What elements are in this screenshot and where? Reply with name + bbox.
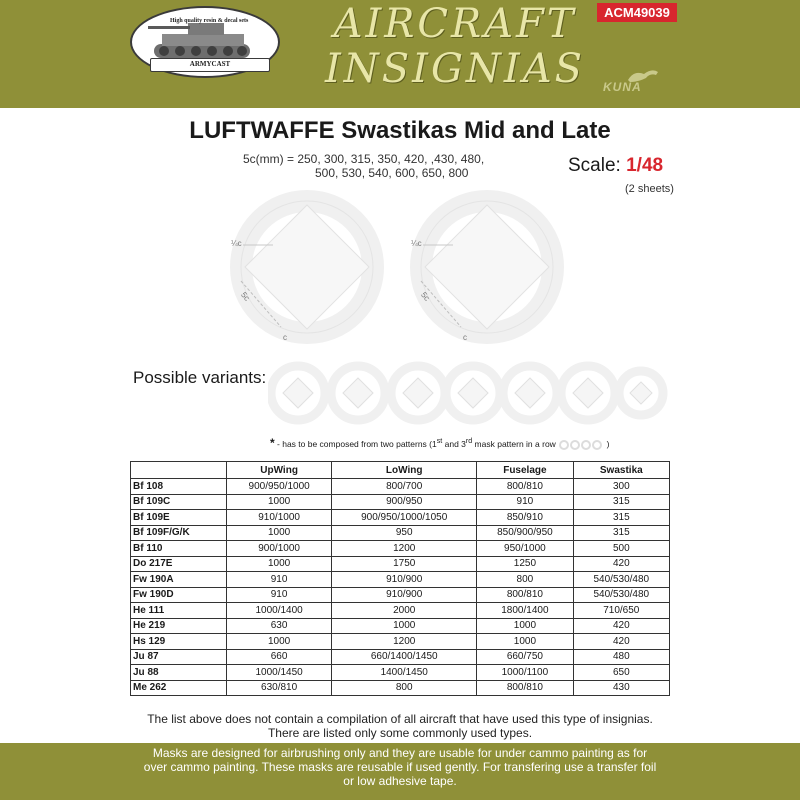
table-row bbox=[131, 587, 670, 603]
table-cell: 1000 bbox=[227, 525, 332, 541]
table-cell-aircraft: Bf 109E bbox=[131, 510, 227, 526]
table-cell-aircraft: Me 262 bbox=[131, 680, 227, 696]
table-cell: 800 bbox=[477, 572, 573, 588]
table-cell: 660/1400/1450 bbox=[332, 649, 477, 665]
table-cell: 420 bbox=[573, 634, 669, 650]
mask-diagram-right bbox=[405, 185, 570, 350]
table-row bbox=[131, 510, 670, 526]
table-cell: 1000/1400 bbox=[227, 603, 332, 619]
brand-title bbox=[310, 2, 600, 92]
logo-tagline: High quality resin & decal sets bbox=[170, 18, 249, 24]
aircraft-size-table bbox=[130, 461, 670, 696]
footer-line3: or low adhesive tape. bbox=[343, 774, 457, 788]
table-cell: 910 bbox=[477, 494, 573, 510]
table-cell-aircraft: Bf 109C bbox=[131, 494, 227, 510]
table-cell: 1200 bbox=[332, 541, 477, 557]
sizes-line-1: 5c(mm) = 250, 300, 315, 350, 420, ,430, 480, bbox=[243, 152, 485, 166]
table-cell-aircraft: Ju 87 bbox=[131, 649, 227, 665]
table-cell: 910/900 bbox=[332, 572, 477, 588]
sheet-count: (2 sheets) bbox=[625, 183, 674, 195]
mask-diagram-left bbox=[225, 185, 390, 350]
table-row bbox=[131, 634, 670, 650]
footnote-star: * bbox=[270, 436, 275, 450]
table-cell: 910 bbox=[227, 587, 332, 603]
dim-label-5c-2: 5c bbox=[419, 290, 432, 303]
footnote-sup-1: st bbox=[436, 437, 443, 446]
table-row bbox=[131, 665, 670, 681]
dim-label-c-2: c bbox=[463, 333, 467, 342]
table-cell: 630/810 bbox=[227, 680, 332, 696]
table-cell: 540/530/480 bbox=[573, 572, 669, 588]
table-cell-aircraft: Bf 110 bbox=[131, 541, 227, 557]
table-cell-aircraft: Do 217E bbox=[131, 556, 227, 572]
scale-value: 1/48 bbox=[626, 155, 664, 176]
table-cell: 1200 bbox=[332, 634, 477, 650]
dim-label-quarter-c: ¼c bbox=[231, 239, 242, 248]
table-cell: 900/950/1000/1050 bbox=[332, 510, 477, 526]
table-cell: 1000 bbox=[227, 494, 332, 510]
table-cell: 1000 bbox=[227, 634, 332, 650]
table-cell: 850/900/950 bbox=[477, 525, 573, 541]
table-header-row bbox=[131, 462, 670, 479]
coverage-note bbox=[0, 712, 800, 740]
footnote-end: ) bbox=[606, 439, 610, 449]
footnote-part-c: mask pattern in a row bbox=[472, 439, 556, 449]
table-cell: 1250 bbox=[477, 556, 573, 572]
footnote-part-b: and 3 bbox=[442, 439, 466, 449]
table-cell: 800 bbox=[332, 680, 477, 696]
table-cell: 900/950/1000 bbox=[227, 479, 332, 495]
table-cell: 900/1000 bbox=[227, 541, 332, 557]
table-cell: 2000 bbox=[332, 603, 477, 619]
table-cell: 660 bbox=[227, 649, 332, 665]
table-cell: 430 bbox=[573, 680, 669, 696]
table-row bbox=[131, 556, 670, 572]
table-cell: 800/810 bbox=[477, 587, 573, 603]
table-cell: 540/530/480 bbox=[573, 587, 669, 603]
table-cell: 1000 bbox=[477, 634, 573, 650]
table-cell: 800/700 bbox=[332, 479, 477, 495]
table-cell: 900/950 bbox=[332, 494, 477, 510]
product-code-badge: ACM49039 bbox=[597, 3, 677, 22]
mini-pattern-icon bbox=[558, 440, 604, 450]
footnote-part-a: - has to be composed from two patterns (1 bbox=[274, 439, 437, 449]
product-title: LUFTWAFFE Swastikas Mid and Late bbox=[189, 117, 611, 144]
table-cell: 1400/1450 bbox=[332, 665, 477, 681]
dim-label-c: c bbox=[283, 333, 287, 342]
table-cell: 630 bbox=[227, 618, 332, 634]
dim-label-5c: 5c bbox=[239, 290, 252, 303]
table-header-upwing: UpWing bbox=[227, 462, 332, 479]
table-cell: 1000/1100 bbox=[477, 665, 573, 681]
table-cell: 1000/1450 bbox=[227, 665, 332, 681]
table-row bbox=[131, 603, 670, 619]
table-cell: 315 bbox=[573, 494, 669, 510]
table-header-fuselage: Fuselage bbox=[477, 462, 573, 479]
table-row bbox=[131, 572, 670, 588]
sizes-line-2: 500, 530, 540, 600, 650, 800 bbox=[315, 166, 469, 180]
table-cell: 800/810 bbox=[477, 479, 573, 495]
table-row bbox=[131, 680, 670, 696]
table-cell: 950/1000 bbox=[477, 541, 573, 557]
table-cell: 1750 bbox=[332, 556, 477, 572]
table-cell-aircraft: Ju 88 bbox=[131, 665, 227, 681]
scale-label: Scale: bbox=[568, 155, 621, 176]
dim-label-quarter-c-2: ¼c bbox=[411, 239, 422, 248]
table-cell: 1000 bbox=[477, 618, 573, 634]
footer-band bbox=[0, 743, 800, 800]
table-cell: 850/910 bbox=[477, 510, 573, 526]
table-cell: 800/810 bbox=[477, 680, 573, 696]
table-row bbox=[131, 479, 670, 495]
table-row bbox=[131, 494, 670, 510]
table-cell: 910/1000 bbox=[227, 510, 332, 526]
table-cell: 910/900 bbox=[332, 587, 477, 603]
table-cell: 650 bbox=[573, 665, 669, 681]
table-cell-aircraft: Bf 108 bbox=[131, 479, 227, 495]
table-cell-aircraft: Bf 109F/G/K bbox=[131, 525, 227, 541]
scale bbox=[568, 155, 663, 177]
variants-footnote bbox=[270, 436, 609, 450]
logo-name: ARMYCAST bbox=[150, 58, 270, 72]
table-cell: 1000 bbox=[332, 618, 477, 634]
table-cell-aircraft: He 219 bbox=[131, 618, 227, 634]
header-band bbox=[0, 0, 800, 108]
table-header-lowing: LoWing bbox=[332, 462, 477, 479]
table-header-swastika: Swastika bbox=[573, 462, 669, 479]
table-row bbox=[131, 525, 670, 541]
table-cell: 300 bbox=[573, 479, 669, 495]
table-cell: 420 bbox=[573, 556, 669, 572]
table-cell: 315 bbox=[573, 510, 669, 526]
footer-line1: Masks are designed for airbrushing only and they are usable for under cammo painting as for bbox=[152, 746, 648, 760]
coverage-note-line2: There are listed only some commonly used types. bbox=[267, 726, 533, 740]
table-cell: 910 bbox=[227, 572, 332, 588]
brand-title-line1: AIRCRAFT bbox=[333, 1, 577, 47]
table-cell: 660/750 bbox=[477, 649, 573, 665]
table-cell: 1800/1400 bbox=[477, 603, 573, 619]
table-cell-aircraft: Fw 190A bbox=[131, 572, 227, 588]
footer-line2: over cammo painting. These masks are reusable if used gently. For transfering use a transfer foil bbox=[143, 760, 657, 774]
table-cell: 710/650 bbox=[573, 603, 669, 619]
table-cell: 480 bbox=[573, 649, 669, 665]
maker-logo: KUNA bbox=[603, 80, 642, 94]
table-cell: 950 bbox=[332, 525, 477, 541]
table-row bbox=[131, 649, 670, 665]
table-cell: 420 bbox=[573, 618, 669, 634]
table-header-aircraft bbox=[131, 462, 227, 479]
coverage-note-line1: The list above does not contain a compilation of all aircraft that have used this type of insignias. bbox=[147, 712, 653, 726]
table-cell: 315 bbox=[573, 525, 669, 541]
table-cell-aircraft: He 111 bbox=[131, 603, 227, 619]
table-row bbox=[131, 618, 670, 634]
table-cell-aircraft: Fw 190D bbox=[131, 587, 227, 603]
table-cell: 1000 bbox=[227, 556, 332, 572]
variants-label: Possible variants: bbox=[133, 368, 267, 387]
table-row bbox=[131, 541, 670, 557]
footnote-sup-2: rd bbox=[465, 437, 473, 446]
table-cell: 500 bbox=[573, 541, 669, 557]
brand-title-line2: INSIGNIAS bbox=[324, 46, 586, 92]
table-cell-aircraft: Hs 129 bbox=[131, 634, 227, 650]
variants-strip bbox=[268, 358, 668, 428]
